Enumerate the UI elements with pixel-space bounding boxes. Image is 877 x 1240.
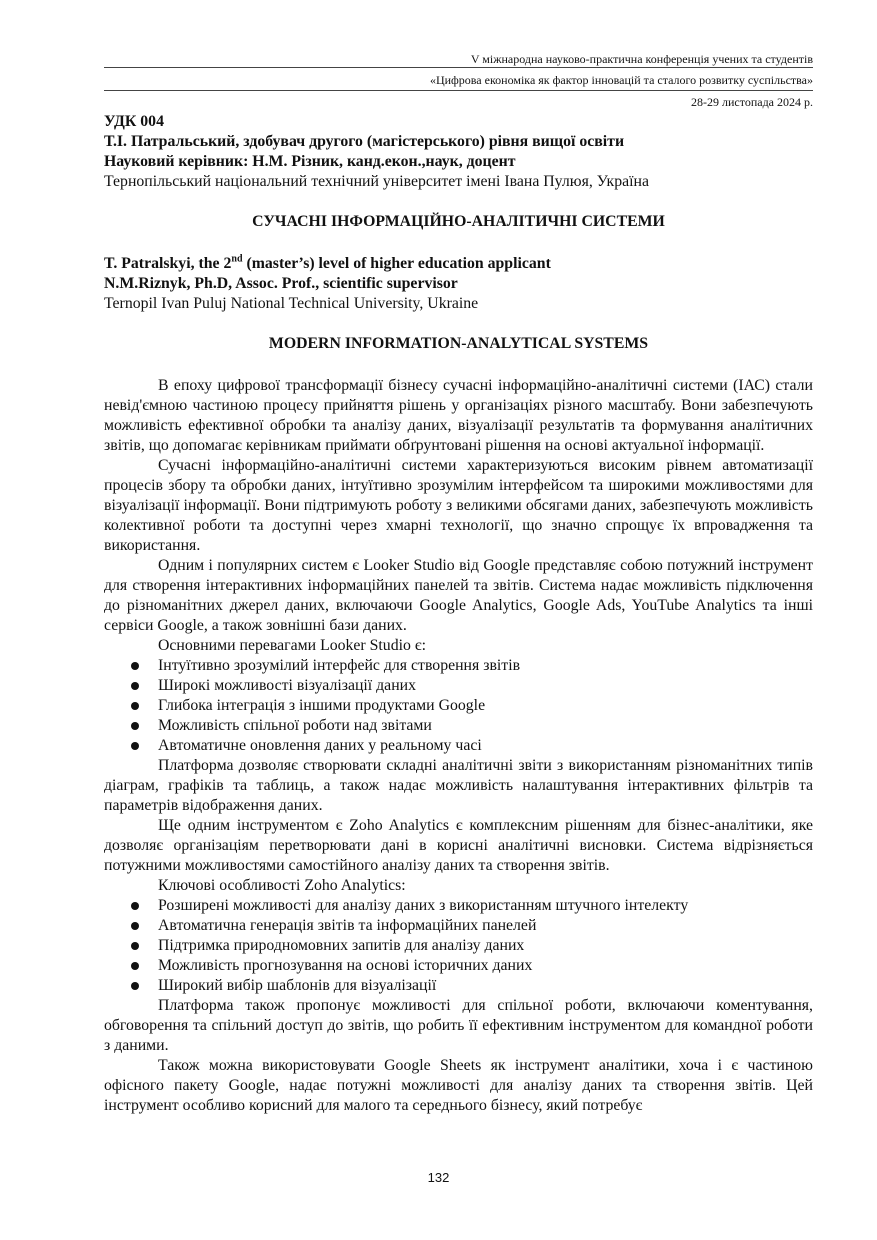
list-item xyxy=(104,736,813,756)
bullet-icon xyxy=(131,982,139,990)
conference-header-line1: V міжнародна науково-практична конференція учених та студентів xyxy=(470,52,813,66)
affiliation-en: Ternopil Ivan Puluj National Technical University, Ukraine xyxy=(104,295,479,312)
list-item xyxy=(104,896,813,916)
supervisor-ua: Науковий керівник: Н.М. Різник, канд.екон.,наук, доцент xyxy=(104,153,516,170)
list-item-text: Можливість прогнозування на основі історичних даних xyxy=(158,957,533,974)
affiliation-ua: Тернопільський національний технічний університет імені Івана Пулюя, Україна xyxy=(104,173,649,190)
bullet-icon xyxy=(131,902,139,910)
list-item-text: Підтримка природномовних запитів для аналізу даних xyxy=(158,937,525,954)
list-item xyxy=(104,916,813,936)
body-paragraph-3: Одним і популярних систем є Looker Studio від Google представляє собою потужний інструмент для створення інтерактивних інформаційних панелей та звітів. Система надає можливість підключення до різноманітних джерел даних, включаючи Google Analytics, Google Ads, YouTube Analytics та інші сервіси Google, а також зовнішні бази даних. xyxy=(104,557,813,634)
list-2-intro: Ключові особливості Zoho Analytics: xyxy=(158,877,406,894)
supervisor-en: N.M.Riznyk, Ph.D, Assoc. Prof., scientific supervisor xyxy=(104,275,458,292)
list-item-text: Можливість спільної роботи над звітами xyxy=(158,717,432,734)
conference-date: 28-29 листопада 2024 р. xyxy=(691,95,813,109)
zoho-features-list xyxy=(104,896,813,996)
list-item xyxy=(104,676,813,696)
bullet-icon xyxy=(131,662,139,670)
list-item xyxy=(104,956,813,976)
body-paragraph-6: Платформа також пропонує можливості для спільної роботи, включаючи коментування, обговорення та спільний доступ до звітів, що робить її ефективним інструментом для командної роботи з даними. xyxy=(104,997,813,1054)
body-paragraph-5: Ще одним інструментом є Zoho Analytics є комплексним рішенням для бізнес-аналітики, яке дозволяє організаціям перетворювати дані в корисні аналітичні висновки. Система відрізняється потужними можливостями самостійного аналізу даних та створення звітів. xyxy=(104,817,813,874)
bullet-icon xyxy=(131,942,139,950)
bullet-icon xyxy=(131,702,139,710)
header-divider-1 xyxy=(104,67,813,68)
body-paragraph-1: В епоху цифрової трансформації бізнесу сучасні інформаційно-аналітичні системи (ІАС) стали невід'ємною частиною процесу прийняття рішень у організаціях різного масштабу. Вони забезпечують можливість ефективної обробки та аналізу даних, візуалізації результатів та формування аналітичних звітів, що допомагає керівникам приймати обґрунтовані рішення на основі актуальної інформації. xyxy=(104,377,813,454)
list-item-text: Автоматична генерація звітів та інформаційних панелей xyxy=(158,917,537,934)
list-1-intro: Основними перевагами Looker Studio є: xyxy=(158,637,427,654)
body-paragraph-2: Сучасні інформаційно-аналітичні системи характеризуються високим рівнем автоматизації процесів збору та обробки даних, інтуїтивно зрозумілим інтерфейсом та широкими можливостями для візуалізації інформації. Вони підтримують роботу з великими обсягами даних, забезпечують можливість колективної роботи та доступні через хмарні технології, що значно спрощує їх впровадження та використання. xyxy=(104,457,813,554)
list-item xyxy=(104,656,813,676)
list-item-text: Розширені можливості для аналізу даних з використанням штучного інтелекту xyxy=(158,897,689,914)
paper-title-en: MODERN INFORMATION-ANALYTICAL SYSTEMS xyxy=(268,335,649,352)
body-paragraph-7: Також можна використовувати Google Sheets як інструмент аналітики, хоча і є частиною офісного пакету Google, надає потужні можливості для аналізу даних та створення звітів. Цей інструмент особливо корисний для малого та середнього бізнесу, який потребує xyxy=(104,1057,813,1114)
list-item-text: Автоматичне оновлення даних у реальному часі xyxy=(158,737,482,754)
list-item xyxy=(104,696,813,716)
body-paragraph-4: Платформа дозволяє створювати складні аналітичні звіти з використанням різноманітних типів діаграм, графіків та таблиць, а також надає можливість налаштування інтерактивних фільтрів та параметрів відображення даних. xyxy=(104,757,813,814)
list-item xyxy=(104,976,813,996)
paper-title-ua: СУЧАСНІ ІНФОРМАЦІЙНО-АНАЛІТИЧНІ СИСТЕМИ xyxy=(252,213,665,230)
bullet-icon xyxy=(131,922,139,930)
author-en-post: (master’s) level of higher education applicant xyxy=(242,255,551,272)
udc-code: УДК 004 xyxy=(104,113,164,130)
author-en-pre: T. Patralskyi, the 2 xyxy=(104,255,232,272)
list-item-text: Глибока інтеграція з іншими продуктами Google xyxy=(158,697,486,714)
bullet-icon xyxy=(131,742,139,750)
author-en-sup: nd xyxy=(231,253,243,265)
list-item-text: Широкий вибір шаблонів для візуалізації xyxy=(158,977,437,994)
list-item-text: Широкі можливості візуалізації даних xyxy=(158,677,417,694)
bullet-icon xyxy=(131,962,139,970)
page-number: 132 xyxy=(427,1170,450,1185)
author-en xyxy=(104,254,813,274)
conference-header-line2: «Цифрова економіка як фактор інновацій та сталого розвитку суспільства» xyxy=(429,73,813,87)
header-divider-2 xyxy=(104,90,813,91)
paper-content xyxy=(104,112,813,1116)
list-item xyxy=(104,936,813,956)
author-ua: Т.І. Патральський, здобувач другого (магістерського) рівня вищої освіти xyxy=(104,133,625,150)
list-item xyxy=(104,716,813,736)
list-item-text: Інтуїтивно зрозумілий інтерфейс для створення звітів xyxy=(158,657,521,674)
bullet-icon xyxy=(131,722,139,730)
bullet-icon xyxy=(131,682,139,690)
looker-advantages-list xyxy=(104,656,813,756)
